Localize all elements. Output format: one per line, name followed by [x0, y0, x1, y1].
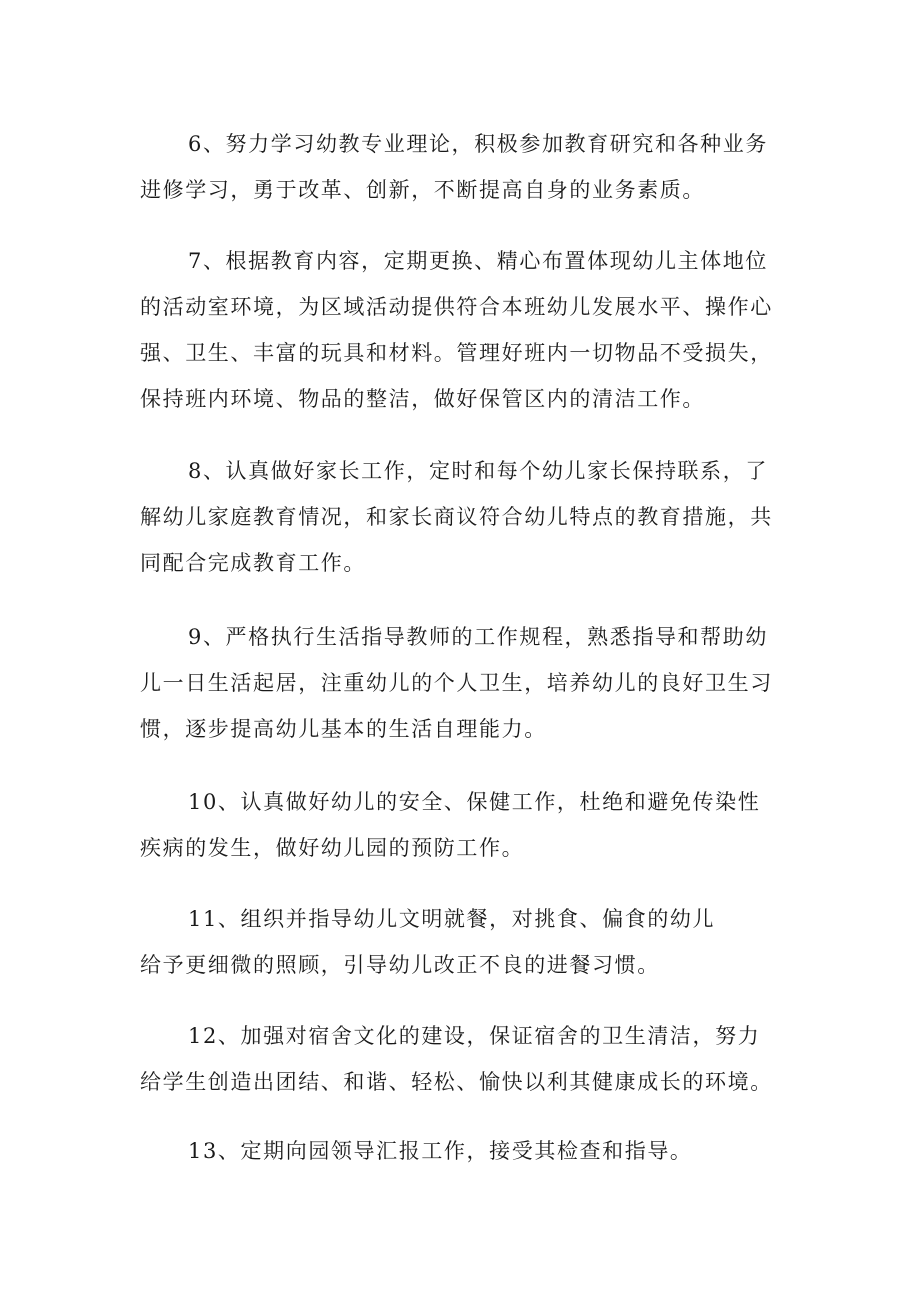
paragraph-line: 11、组织并指导幼儿文明就餐，对挑食、偏食的幼儿: [188, 907, 716, 931]
paragraph-line: 儿一日生活起居，注重幼儿的个人卫生，培养幼儿的良好卫生习: [140, 671, 773, 695]
paragraph-line: 13、定期向园领导汇报工作，接受其检查和指导。: [188, 1139, 693, 1163]
paragraph-item-13: [140, 1128, 800, 1174]
paragraph-line: 强、卫生、丰富的玩具和材料。管理好班内一切物品不受损失，: [140, 341, 773, 365]
paragraph-line: 给予更细微的照顾，引导幼儿改正不良的进餐习惯。: [140, 953, 660, 977]
paragraph-line: 12、加强对宿舍文化的建设，保证宿舍的卫生清洁，努力: [188, 1024, 761, 1048]
paragraph-line: 解幼儿家庭教育情况，和家长商议符合幼儿特点的教育措施，共: [140, 505, 773, 529]
paragraph-item-12: [140, 1013, 800, 1105]
paragraph-line: 8、认真做好家长工作，定时和每个幼儿家长保持联系，了: [188, 459, 768, 483]
paragraph-line: 惯，逐步提高幼儿基本的生活自理能力。: [140, 717, 547, 741]
paragraph-line: 疾病的发生，做好幼儿园的预防工作。: [140, 836, 525, 860]
paragraph-line: 保持班内环境、物品的整洁，做好保管区内的清洁工作。: [140, 387, 705, 411]
paragraph-line: 9、严格执行生活指导教师的工作规程，熟悉指导和帮助幼: [188, 625, 768, 649]
paragraph-item-8: [140, 448, 800, 586]
paragraph-item-7: [140, 238, 800, 422]
paragraph-item-10: [140, 779, 800, 871]
paragraph-line: 的活动室环境，为区域活动提供符合本班幼儿发展水平、操作心: [140, 295, 773, 319]
paragraph-line: 10、认真做好幼儿的安全、保健工作，杜绝和避免传染性: [188, 790, 761, 814]
paragraph-line: 同配合完成教育工作。: [140, 551, 366, 575]
paragraph-line: 给学生创造出团结、和谐、轻松、愉快以利其健康成长的环境。: [140, 1070, 773, 1094]
paragraph-item-11: [140, 896, 800, 988]
paragraph-line: 6、努力学习幼教专业理论，积极参加教育研究和各种业务: [188, 132, 768, 156]
paragraph-item-6: [140, 121, 800, 213]
paragraph-line: 进修学习，勇于改革、创新，不断提高自身的业务素质。: [140, 178, 705, 202]
paragraph-line: 7、根据教育内容，定期更换、精心布置体现幼儿主体地位: [188, 249, 768, 273]
paragraph-item-9: [140, 614, 800, 752]
